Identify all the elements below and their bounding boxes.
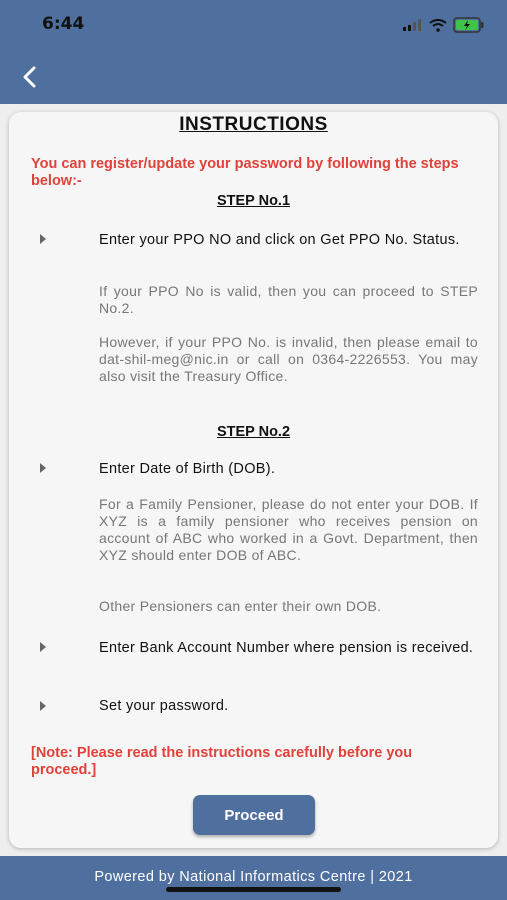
signal-icon: [403, 19, 423, 31]
footer-text: Powered by National Informatics Centre | 2021: [94, 869, 413, 885]
step1-sub2: However, if your PPO No. is invalid, then please email to dat-shil-meg@nic.in or call on 0364-2226553. You may also visit the Treasury Office.: [99, 334, 478, 384]
back-button[interactable]: [14, 62, 44, 92]
bullet-icon: [40, 642, 46, 652]
step2-sub1: For a Family Pensioner, please do not enter your DOB. If XYZ is a family pensioner who receives pension on account of ABC who worked in a Govt. Department, then XYZ should enter DOB of ABC.: [99, 496, 478, 563]
note-text: [Note: Please read the instructions carefully before you proceed.]: [31, 745, 413, 778]
bullet-icon: [40, 234, 46, 244]
status-time: 6:44: [42, 14, 85, 34]
step1-sub1: If your PPO No is valid, then you can proceed to STEP No.2.: [99, 283, 478, 316]
step1-item1: Enter your PPO NO and click on Get PPO No. Status.: [99, 232, 460, 248]
step2-sub2: Other Pensioners can enter their own DOB.: [99, 598, 382, 614]
status-icons: [403, 16, 485, 34]
app-header: [0, 0, 507, 104]
step2-item2: Enter Bank Account Number where pension is received.: [99, 640, 474, 656]
wifi-icon: [429, 19, 447, 32]
bullet-icon: [40, 701, 46, 711]
intro-text: You can register/update your password by following the steps below:-: [31, 156, 459, 189]
step2-item1: Enter Date of Birth (DOB).: [99, 461, 276, 477]
chevron-left-icon: [21, 66, 37, 88]
proceed-button[interactable]: Proceed: [193, 795, 315, 835]
step2-heading: STEP No.2: [216, 424, 291, 440]
step1-heading: STEP No.1: [216, 193, 291, 209]
bullet-icon: [40, 463, 46, 473]
footer: [0, 856, 507, 900]
step2-item3: Set your password.: [99, 698, 229, 714]
home-indicator[interactable]: [166, 887, 341, 892]
battery-icon: [453, 17, 485, 33]
instructions-card: [9, 112, 498, 848]
page-title: INSTRUCTIONS: [179, 114, 328, 135]
